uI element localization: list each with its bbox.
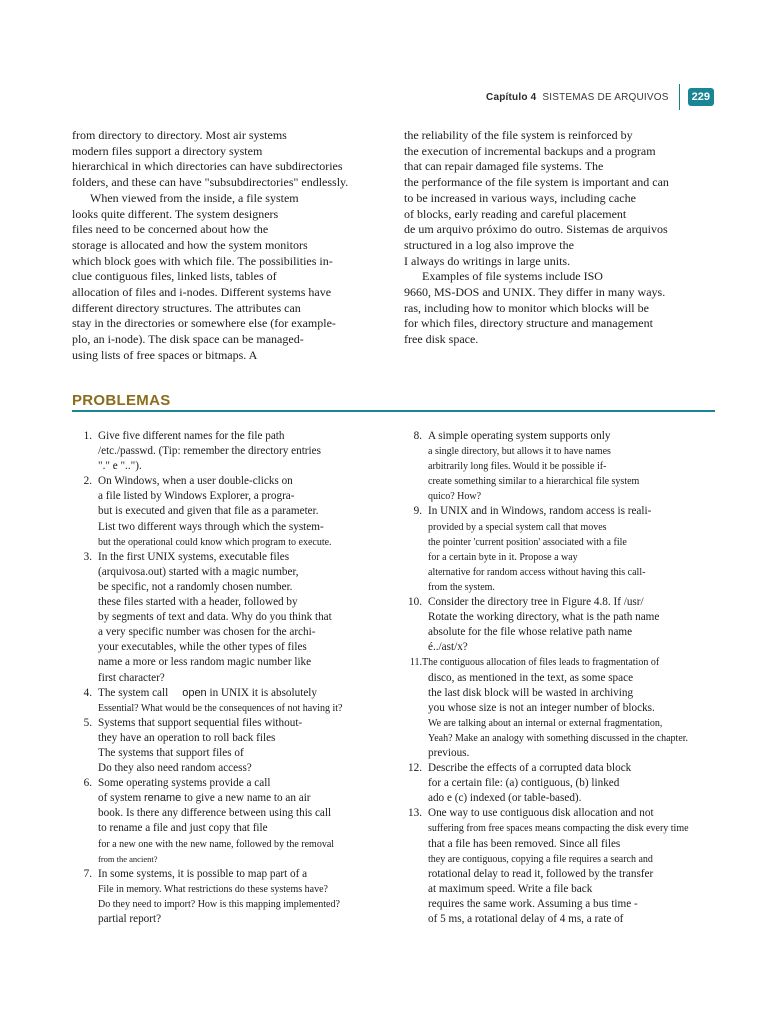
problem-line: rotational delay to read it, followed by the transfer (428, 867, 654, 880)
problem-line: but is executed and given that file as a parameter. (98, 505, 319, 518)
problem-number: 9. (413, 505, 422, 518)
problem-line: Yeah? Make an analogy with something discussed in the chapter. (428, 732, 689, 744)
problem-line: Do they need to import? How is this mapping implemented? (98, 898, 340, 910)
problem-line: that a file has been removed. Since all files (428, 837, 621, 850)
problem-line: be specific, not a randomly chosen number. (98, 580, 293, 593)
text-line: the performance of the file system is important and can (404, 175, 669, 190)
problem-line: é../ast/x? (428, 641, 468, 654)
problem-item (402, 655, 737, 761)
problem-line: In the first UNIX systems, executable files (98, 550, 290, 563)
problem-line: a file listed by Windows Explorer, a progra- (98, 490, 295, 503)
text-line: from directory to directory. Most air systems (72, 128, 287, 142)
text-line: I always do writings in large units. (404, 253, 571, 268)
problem-item (72, 776, 392, 867)
problem-line: List two different ways through which the system- (98, 520, 324, 533)
problem-line: these files started with a header, followed by (98, 596, 298, 609)
problem-line: We are talking about an internal or external fragmentation, (428, 717, 663, 729)
problem-line: absolute for the file whose relative path name (428, 626, 633, 639)
text-line: different directory structures. The attributes can (72, 300, 301, 315)
problem-item (72, 550, 392, 686)
problem-line: suffering from free spaces means compacting the disk every time (428, 823, 689, 835)
problem-item (72, 429, 392, 474)
text-line: folders, and these can have "subsubdirectories" endlessly. (72, 175, 349, 190)
problem-number: 8. (413, 430, 422, 442)
problem-item (72, 867, 392, 927)
problem-line: from the system. (428, 581, 495, 593)
code-term: open (182, 686, 207, 699)
body-text-right (404, 128, 669, 348)
text-line: clue contiguous files, linked lists, tables of (72, 269, 277, 284)
problem-line: quico? How? (428, 491, 482, 503)
problem-number: 3. (83, 550, 92, 563)
problem-line: but the operational could know which program to execute. (98, 536, 332, 548)
problem-line: Some operating systems provide a call (98, 777, 271, 790)
problem-line: the last disk block will be wasted in archiving (428, 686, 634, 699)
text-line: storage is allocated and how the system monitors (72, 237, 308, 252)
problem-line: the pointer 'current position' associated with a file (428, 536, 627, 548)
text-line: plo, an i-node). The disk space can be managed- (72, 332, 304, 347)
problem-text: in UNIX it is absolutely (209, 686, 318, 699)
problem-line: Describe the effects of a corrupted data block (428, 762, 632, 775)
header-divider (679, 84, 680, 110)
chapter-label: Capítulo 4 SISTEMAS DE ARQUIVOS (486, 91, 669, 103)
problem-line: a single directory, but allows it to have names (428, 446, 611, 458)
problem-line: you whose size is not an integer number of blocks. (428, 701, 655, 714)
problem-line: for a certain byte in it. Propose a way (428, 551, 578, 563)
section-rule (72, 410, 715, 412)
problem-line: name a more or less random magic number like (98, 656, 312, 669)
problem-line: Essential? What would be the consequences of not having it? (98, 702, 343, 714)
text-line: Examples of file systems include ISO (422, 269, 603, 284)
text-line: that can repair damaged file systems. The (404, 159, 604, 174)
problems-list-left (72, 429, 392, 927)
problem-text: of system (98, 792, 142, 805)
problem-line: ado e (c) indexed (or table-based). (428, 792, 582, 805)
text-line: which block goes with which file. The possibilities in- (72, 253, 333, 268)
problem-line: for a new one with the new name, followed by the removal (98, 838, 335, 850)
text-line: files need to be concerned about how the (72, 222, 269, 237)
problem-line: Systems that support sequential files without- (98, 716, 303, 729)
problem-item (72, 686, 392, 716)
problem-line: (arquivosa.out) started with a magic number, (98, 565, 299, 578)
problem-item (402, 504, 737, 595)
problem-line: Consider the directory tree in Figure 4.8. If /usr/ (428, 596, 644, 609)
problem-line: create something similar to a hierarchical file system (428, 476, 640, 488)
problem-line: "." e ".."). (98, 460, 142, 473)
problem-line: In UNIX and in Windows, random access is reali- (428, 505, 652, 518)
problem-number: 12. (408, 762, 422, 775)
problem-item (72, 716, 392, 776)
problem-line: book. Is there any difference between using this call (98, 807, 332, 820)
problem-number: 1. (83, 430, 92, 442)
text-line: for which files, directory structure and management (404, 316, 653, 331)
text-line: the execution of incremental backups and a program (404, 143, 656, 158)
problem-line: from the ancient? (98, 853, 158, 864)
problem-item (402, 806, 737, 927)
problems-list-right (402, 429, 737, 927)
text-line: ras, including how to monitor which blocks will be (404, 300, 649, 315)
problem-number: 13. (408, 807, 422, 820)
text-line: structured in a log also improve the (404, 237, 574, 252)
text-line: de um arquivo próximo do outro. Sistemas de arquivos (404, 222, 668, 237)
problem-line: your executables, while the other types of files (98, 641, 307, 654)
problem-line: requires the same work. Assuming a bus time - (428, 897, 638, 910)
text-line: using lists of free spaces or bitmaps. A (72, 347, 258, 362)
text-line: 9660, MS-DOS and UNIX. They differ in many ways. (404, 285, 666, 300)
problem-number: 6. (83, 777, 92, 790)
chapter-title: SISTEMAS DE ARQUIVOS (542, 91, 669, 103)
problem-line: The contiguous allocation of files leads to fragmentation of (422, 657, 660, 669)
code-term: rename (144, 792, 182, 805)
problem-line: alternative for random access without having this call- (428, 566, 646, 578)
problem-line: Give five different names for the file path (98, 430, 285, 442)
problem-line: provided by a special system call that moves (428, 521, 607, 533)
problem-line: a very specific number was chosen for the archi- (98, 626, 316, 639)
problem-line (98, 791, 392, 806)
problem-number: 11. (409, 657, 422, 669)
text-line: to be increased in various ways, including cache (404, 190, 636, 205)
text-line: the reliability of the file system is reinforced by (404, 128, 633, 142)
problem-line: for a certain file: (a) contiguous, (b) linked (428, 777, 620, 790)
problem-line: The systems that support files of (98, 746, 244, 759)
text-line: stay in the directories or somewhere else (for example- (72, 316, 336, 331)
problem-line: One way to use contiguous disk allocation and not (428, 807, 654, 820)
problem-item (402, 761, 737, 806)
body-text-left (72, 128, 348, 364)
problem-number: 7. (83, 867, 92, 880)
problem-line: previous. (428, 746, 470, 759)
text-line: free disk space. (404, 332, 479, 347)
problem-line: at maximum speed. Write a file back (428, 882, 593, 895)
problem-line: File in memory. What restrictions do these systems have? (98, 883, 328, 895)
text-line: of blocks, early reading and careful placement (404, 206, 627, 221)
problem-line: In some systems, it is possible to map part of a (98, 867, 308, 880)
problem-item (402, 429, 737, 504)
text-line: hierarchical in which directories can have subdirectories (72, 159, 343, 174)
problem-line: they have an operation to roll back files (98, 731, 276, 744)
problem-number: 10. (408, 596, 422, 609)
problem-number: 2. (83, 475, 92, 488)
section-heading: PROBLEMAS (72, 392, 171, 409)
problem-line: disco, as mentioned in the text, as some space (428, 671, 634, 684)
text-line: modern files support a directory system (72, 143, 263, 158)
problem-line: to rename a file and just copy that file (98, 822, 268, 835)
problem-item (72, 474, 392, 549)
problem-line: A simple operating system supports only (428, 430, 611, 442)
problem-line: by segments of text and data. Why do you think that (98, 611, 332, 624)
problem-line: Do they also need random access? (98, 762, 252, 775)
problem-line: arbitrarily long files. Would it be possible if- (428, 461, 607, 473)
problem-item (402, 595, 737, 655)
running-header (486, 84, 714, 110)
problem-line: On Windows, when a user double-clicks on (98, 475, 293, 488)
problem-line: partial report? (98, 913, 162, 925)
problem-line: first character? (98, 671, 165, 684)
problem-number: 4. (83, 686, 92, 699)
problem-line: Rotate the working directory, what is the path name (428, 611, 660, 624)
problem-number: 5. (83, 716, 92, 729)
text-line: When viewed from the inside, a file system (90, 190, 299, 205)
text-line: allocation of files and i-nodes. Different systems have (72, 285, 332, 300)
problem-text: The system call (98, 686, 169, 699)
page-number: 229 (688, 88, 714, 106)
text-line: looks quite different. The system designers (72, 206, 279, 221)
problem-line: /etc./passwd. (Tip: remember the directory entries (98, 445, 321, 458)
problem-line: of 5 ms, a rotational delay of 4 ms, a rate of (428, 913, 624, 925)
problem-line: they are contiguous, copying a file requires a search and (428, 853, 653, 865)
problem-text: to give a new name to an air (184, 792, 311, 805)
problem-line (98, 686, 392, 701)
